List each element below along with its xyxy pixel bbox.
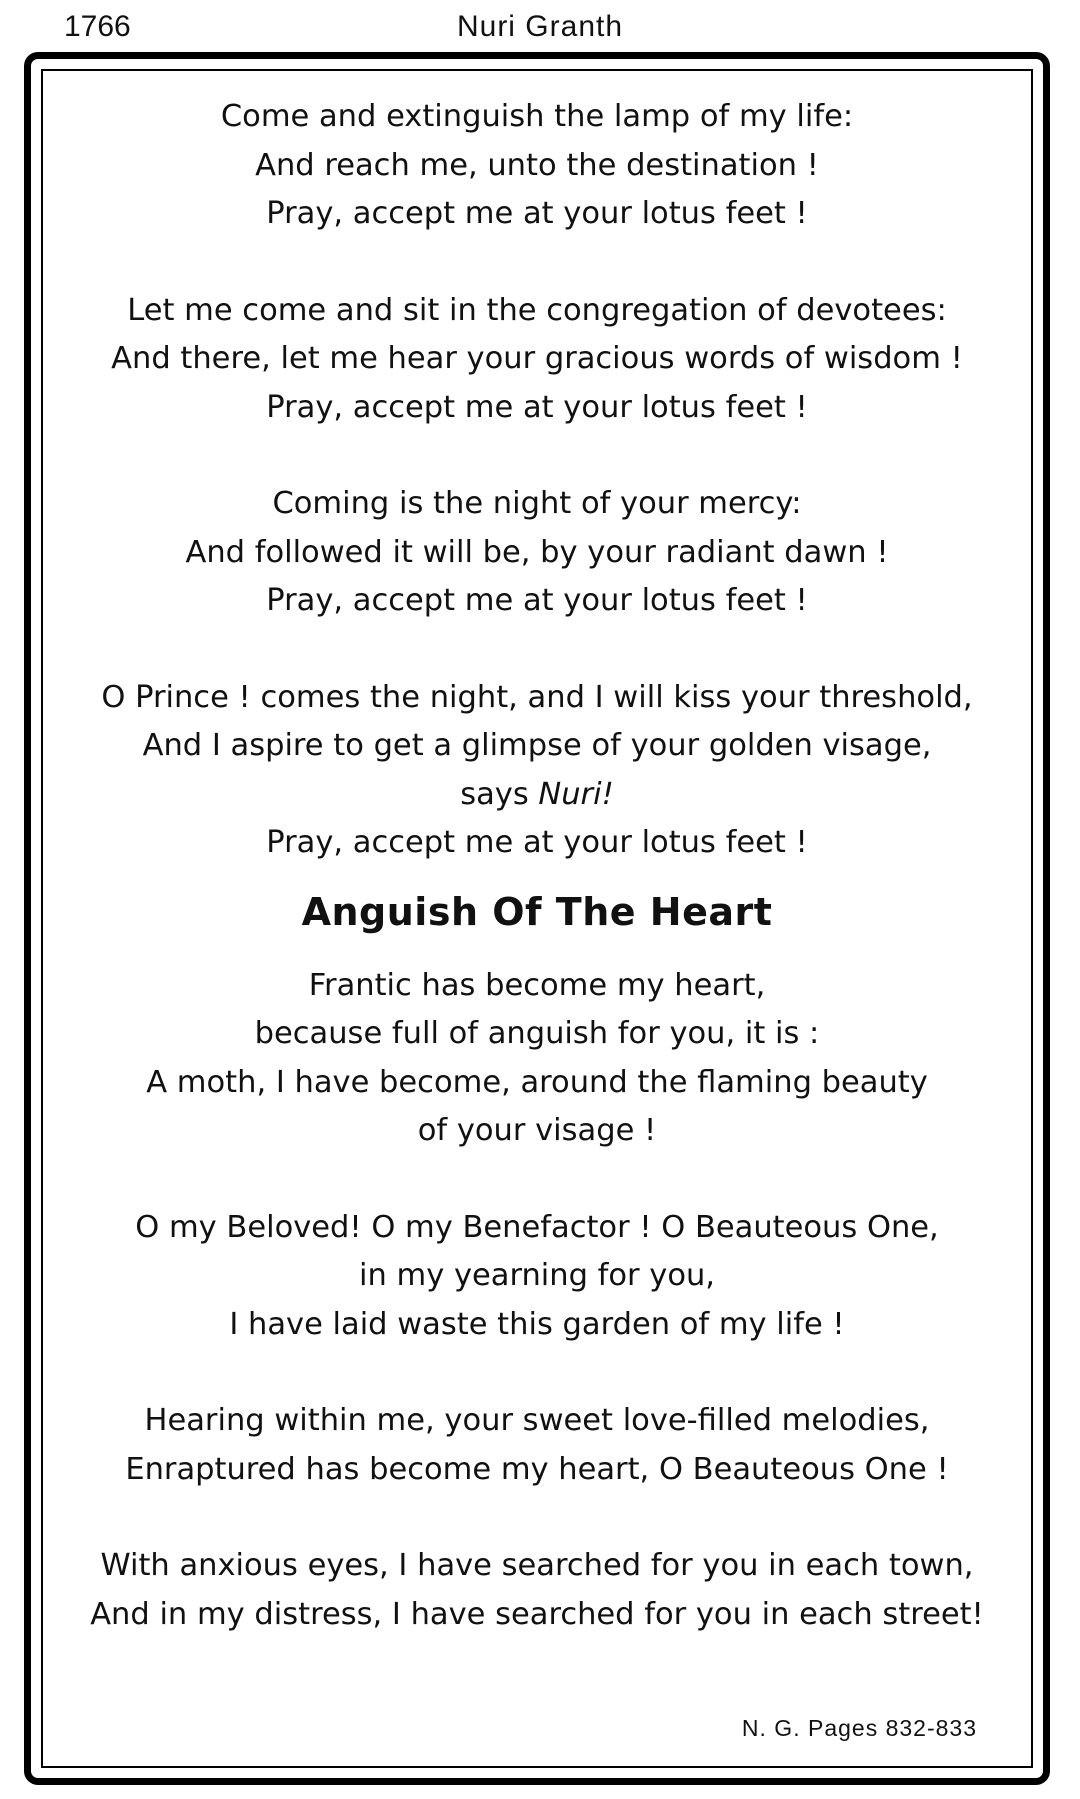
verse-line: of your visage !: [417, 1113, 657, 1148]
stanza: [43, 1397, 1031, 1494]
verse-line: And in my distress, I have searched for you in each street!: [90, 1596, 984, 1632]
poem-content: [43, 93, 1031, 1687]
verse-line: Come and extinguish the lamp of my life:: [220, 99, 854, 134]
page-number: 1766: [64, 10, 131, 43]
verse-line: And followed it will be, by your radiant dawn !: [185, 534, 889, 570]
page-reference: N. G. Pages 832-833: [741, 1715, 977, 1741]
verse-line: Pray, accept me at your lotus feet !: [266, 825, 808, 860]
stanza: [43, 1542, 1031, 1639]
outer-border: [24, 52, 1050, 1785]
stanza: [43, 287, 1031, 433]
verse-line: I have laid waste this garden of my life !: [229, 1306, 845, 1342]
stanza: [43, 1204, 1031, 1350]
verse-text: says: [460, 776, 539, 812]
verse-line: Pray, accept me at your lotus feet !: [266, 583, 808, 618]
poem-title: Anguish Of The Heart: [301, 889, 773, 934]
verse-line: With anxious eyes, I have searched for you in each town,: [100, 1548, 974, 1583]
verse-line: O Prince ! comes the night, and I will kiss your threshold,: [101, 679, 973, 715]
verse-line: [43, 771, 1031, 820]
verse-line: because full of anguish for you, it is :: [254, 1016, 820, 1051]
stanza: [43, 674, 1031, 868]
stanza: [43, 480, 1031, 626]
verse-line: O my Beloved! O my Benefactor ! O Beauteous One,: [135, 1209, 939, 1245]
running-title: Nuri Granth: [456, 10, 624, 43]
verse-line: And reach me, unto the destination !: [255, 147, 819, 183]
author-name: Nuri!: [538, 776, 614, 812]
verse-line: Let me come and sit in the congregation of devotees:: [127, 292, 947, 328]
verse-line: Coming is the night of your mercy:: [272, 486, 802, 521]
verse-line: And I aspire to get a glimpse of your golden visage,: [142, 728, 932, 763]
verse-line: Hearing within me, your sweet love-filled melodies,: [144, 1403, 930, 1438]
verse-line: Frantic has become my heart,: [308, 967, 766, 1003]
verse-line: in my yearning for you,: [358, 1258, 716, 1293]
verse-line: Pray, accept me at your lotus feet !: [266, 389, 808, 425]
verse-line: Enraptured has become my heart, O Beauteous One !: [125, 1451, 949, 1487]
stanza: [43, 93, 1031, 239]
inner-border: [41, 69, 1033, 1768]
verse-line: A moth, I have become, around the flaming beauty: [146, 1064, 928, 1100]
verse-line: And there, let me hear your gracious words of wisdom !: [111, 341, 963, 376]
stanza: [43, 962, 1031, 1156]
verse-line: Pray, accept me at your lotus feet !: [266, 196, 808, 231]
